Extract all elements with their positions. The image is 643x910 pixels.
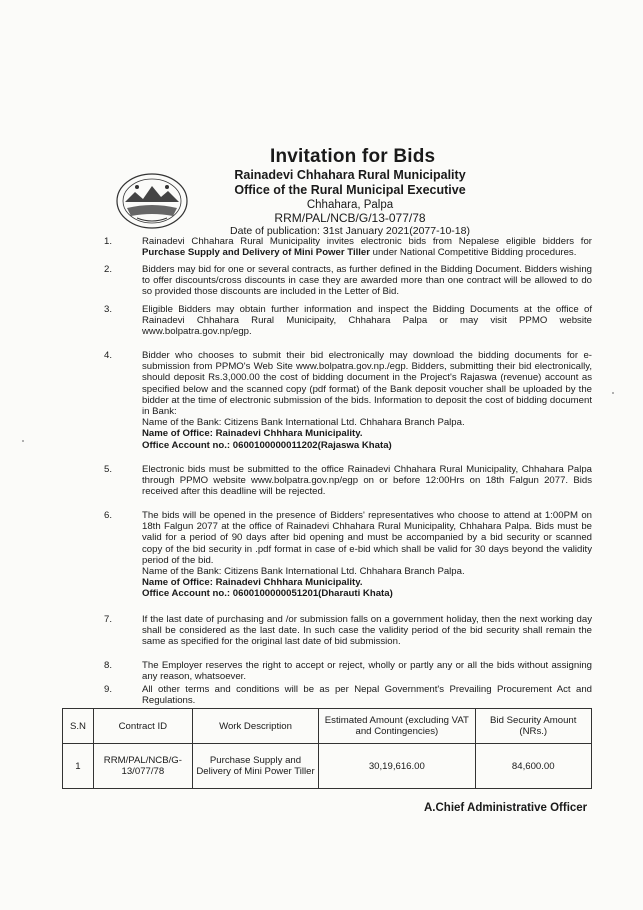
location: Chhahara, Palpa [306, 199, 394, 211]
bid-table [62, 708, 592, 789]
column-header: Contract ID [93, 709, 192, 744]
column-header: S.N [63, 709, 94, 744]
paragraph-bold: Purchase Supply and Delivery of Mini Power Tiller [142, 247, 371, 259]
paragraph-text: The bids will be opened in the presence of Bidders' representatives who choose to attend at 1:00PM on 18th Falgun 2077 at the office of Rainadevi Chhahara Rural Municipality, Chhahara Palpa. Bids must be valid for a period of 90 days after bid opening and must be accompanied by a bid security or scanned copy of the bid security in .pdf format in case of e-bid which shall be valid for 30 days beyond the validity period of the bid. [142, 510, 592, 566]
bank-name: Name of the Bank: Citizens Bank International Ltd. Chhahara Branch Palpa. [142, 566, 465, 578]
office-name: Office of the Rural Municipal Executive [234, 183, 466, 197]
paragraph-7: If the last date of purchasing and /or submission falls on a government holiday, then the next working day shall be considered as the last date. In such case the validity period of the bid security shall remain the same as specified for the original last date of bid submission. [142, 614, 592, 648]
account-number: Office Account no.: 0600100000051201(Dharauti Khata) [142, 588, 393, 600]
office-name-line: Name of Office: Rainadevi Chhhara Municipality. [142, 428, 363, 440]
para-number: 8. [104, 660, 113, 671]
paragraph-9: All other terms and conditions will be as per Nepal Government's Prevailing Procurement Act and Regulations. [142, 684, 592, 707]
para-number: 2. [104, 264, 113, 275]
paragraph-8: The Employer reserves the right to accept or reject, wholly or partly any or all the bids without assigning any reason, whatsoever. [142, 660, 592, 683]
municipality-name: Rainadevi Chhahara Rural Municipality [234, 168, 466, 182]
para-number: 3. [104, 304, 113, 315]
office-name-line: Name of Office: Rainadevi Chhhara Municipality. [142, 577, 363, 589]
municipal-seal-icon [115, 172, 189, 230]
para-number: 7. [104, 614, 113, 625]
speck [22, 440, 24, 442]
paragraph-6 [142, 510, 592, 600]
table-row [63, 744, 592, 789]
publication-date: Date of publication: 31st January 2021(2077-10-18) [230, 225, 470, 237]
speck [612, 392, 614, 394]
paragraph-2: Bidders may bid for one or several contracts, as further defined in the Bidding Document. Bidders wishing to offer discounts/cross discounts in case they are awarded more than one contract will be allowed to do so provided those discounts are included in the Letter of Bid. [142, 264, 592, 298]
table-cell: Purchase Supply and Delivery of Mini Power Tiller [192, 744, 318, 789]
table-cell: RRM/PAL/NCB/G-13/077/78 [93, 744, 192, 789]
page-title: Invitation for Bids [270, 146, 436, 167]
account-number: Office Account no.: 0600100000011202(Rajaswa Khata) [142, 439, 392, 451]
reference-number: RRM/PAL/NCB/G/13-077/78 [274, 211, 426, 225]
table-cell: 30,19,616.00 [319, 744, 475, 789]
column-header: Bid Security Amount (NRs.) [475, 709, 592, 744]
paragraph-5: Electronic bids must be submitted to the office Rainadevi Chhahara Rural Municipality, Chhahara Palpa through PPMO website www.bolpatra.gov.np/egp on or before 12:00Hrs on 18th Falgun 2077. Bids received after this deadline will be rejected. [142, 464, 592, 498]
paragraph-3: Eligible Bidders may obtain further information and inspect the Bidding Documents at the office of Rainadevi Chhahara Rural Municipaity, Chhahara Palpa or may visit PPMO website www.bolpatra.gov.np/egp. [142, 304, 592, 338]
table-cell: 84,600.00 [475, 744, 592, 789]
paragraph-text: under National Competitive Bidding procedures. [370, 247, 577, 259]
para-number: 1. [104, 236, 113, 247]
para-number: 5. [104, 464, 113, 475]
table-header-row [63, 709, 592, 744]
paragraph-1 [142, 236, 592, 258]
paragraph-text: Rainadevi Chhahara Rural Municipality invites electronic bids from Nepalese eligible bidders for [142, 236, 592, 247]
paragraph-text: Bidder who chooses to submit their bid electronically may download the bidding documents for e-submission from PPMO's Web Site www.bolpatra.gov.np./egp. Bidders, submitting their bid electronically, should deposit Rs.3,000.00 the cost of bidding document in the Project's Rajaswa (revenue) account as specified below and the scanned copy (pdf format) of the Bank deposit voucher shall be uploaded by the bidder at the time of electronic submission of the bids. Information to deposit the cost of bidding document in Bank: [142, 350, 592, 418]
column-header: Estimated Amount (excluding VAT and Contingencies) [319, 709, 475, 744]
signoff: A.Chief Administrative Officer [424, 802, 588, 814]
paragraph-4 [142, 350, 592, 451]
para-number: 4. [104, 350, 113, 361]
table-cell: 1 [63, 744, 94, 789]
para-number: 9. [104, 684, 113, 695]
bank-name: Name of the Bank: Citizens Bank International Ltd. Chhahara Branch Palpa. [142, 417, 465, 429]
column-header: Work Description [192, 709, 318, 744]
para-number: 6. [104, 510, 113, 521]
